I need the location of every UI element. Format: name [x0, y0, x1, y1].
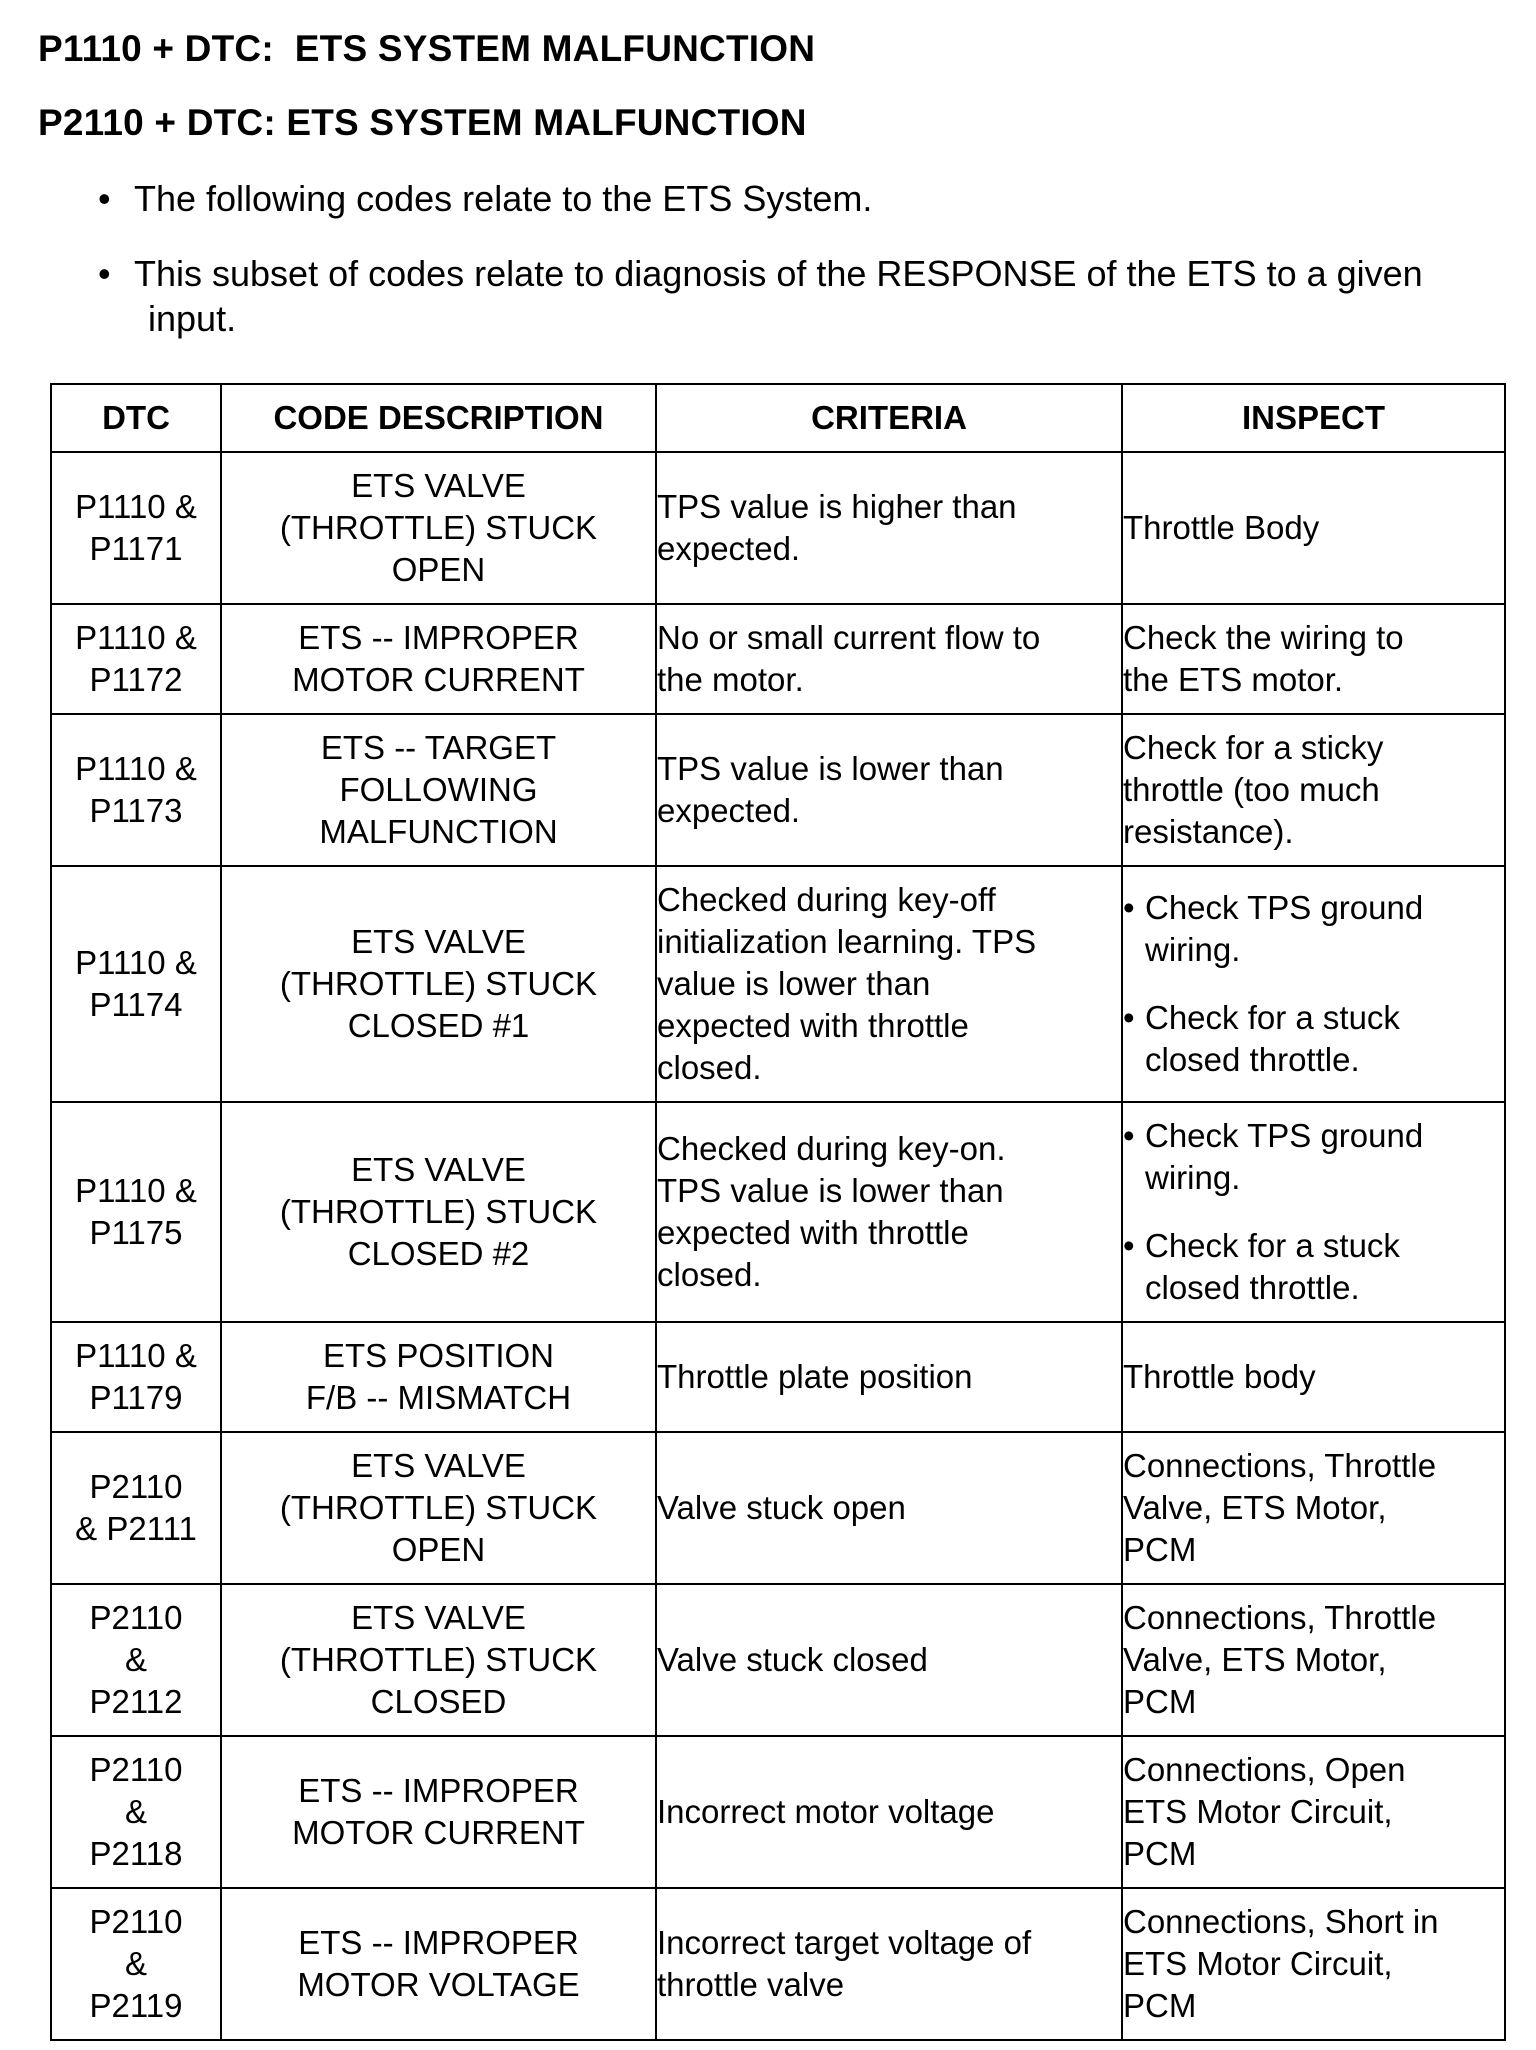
- inspect-cell: [1122, 866, 1505, 1102]
- dtc-cell: [51, 452, 221, 604]
- criteria-cell-line: TPS value is lower than: [657, 1172, 1004, 1209]
- inspect-bullet-line: • Check TPS ground: [1145, 1117, 1424, 1154]
- criteria-cell-line: Incorrect target voltage of: [657, 1924, 1032, 1961]
- inspect-cell: [1122, 1736, 1505, 1888]
- inspect-cell-line: PCM: [1123, 1835, 1197, 1872]
- criteria-cell-line: Incorrect motor voltage: [657, 1793, 995, 1830]
- code-description-cell-line: ETS VALVE: [351, 1447, 526, 1484]
- dtc-cell: [51, 1322, 221, 1432]
- intro-bullet-1-line: • The following codes relate to the ETS System.: [134, 178, 873, 219]
- dtc-cell: [51, 1584, 221, 1736]
- table-row: [51, 1102, 1505, 1322]
- inspect-bullet-line: wiring.: [1145, 1159, 1241, 1196]
- inspect-bullet-line: • Check TPS ground: [1145, 889, 1424, 926]
- inspect-cell-line: Check for a sticky: [1123, 729, 1384, 766]
- table-row: [51, 1432, 1505, 1584]
- intro-bullet-2-line-2: input.: [148, 298, 237, 339]
- inspect-bullet-list: [1123, 887, 1504, 1081]
- inspect-bullet: [1123, 1115, 1504, 1199]
- criteria-cell: [656, 1432, 1122, 1584]
- code-description-cell-line: F/B -- MISMATCH: [305, 1379, 572, 1416]
- code-description-cell-line: ETS -- TARGET: [320, 729, 557, 766]
- table-row: [51, 1584, 1505, 1736]
- dtc-cell: [51, 714, 221, 866]
- inspect-cell-line: Throttle Body: [1123, 509, 1320, 546]
- criteria-cell-line: closed.: [657, 1049, 762, 1086]
- inspect-cell-line: PCM: [1123, 1531, 1197, 1568]
- inspect-cell-line: Valve, ETS Motor,: [1123, 1641, 1387, 1678]
- criteria-cell-line: the motor.: [657, 661, 804, 698]
- criteria-cell: [656, 1322, 1122, 1432]
- criteria-cell: [656, 714, 1122, 866]
- inspect-bullet-line: • Check for a stuck: [1145, 1227, 1400, 1264]
- dtc-cell-line: P2110: [89, 1599, 183, 1636]
- header-dtc: DTC: [51, 384, 221, 452]
- criteria-cell-line: value is lower than: [657, 965, 931, 1002]
- code-description-cell-line: OPEN: [391, 551, 486, 588]
- dtc-cell: [51, 604, 221, 714]
- inspect-cell: [1122, 452, 1505, 604]
- inspect-bullet-line: closed throttle.: [1145, 1041, 1360, 1078]
- intro-bullet-2: [98, 251, 1518, 341]
- heading-p2110: P2110 + DTC: ETS SYSTEM MALFUNCTION: [38, 102, 807, 143]
- code-description-cell-line: MOTOR CURRENT: [292, 1814, 585, 1851]
- code-description-cell-line: CLOSED #2: [347, 1235, 530, 1272]
- criteria-cell-line: initialization learning. TPS: [657, 923, 1037, 960]
- code-description-cell: [221, 1888, 656, 2040]
- inspect-cell-line: PCM: [1123, 1987, 1197, 2024]
- inspect-cell: [1122, 1102, 1505, 1322]
- inspect-cell-line: resistance).: [1123, 813, 1294, 850]
- inspect-cell-line: Connections, Short in: [1123, 1903, 1439, 1940]
- inspect-bullet: [1123, 997, 1504, 1081]
- code-description-cell: [221, 604, 656, 714]
- criteria-cell: [656, 452, 1122, 604]
- inspect-cell-line: throttle (too much: [1123, 771, 1380, 808]
- inspect-cell-line: PCM: [1123, 1683, 1197, 1720]
- code-description-cell-line: (THROTTLE) STUCK: [279, 509, 598, 546]
- dtc-cell: [51, 1888, 221, 2040]
- dtc-cell-line: P1179: [89, 1379, 183, 1416]
- criteria-cell-line: expected.: [657, 792, 801, 829]
- dtc-cell-line: P2118: [89, 1835, 183, 1872]
- code-description-cell-line: MOTOR CURRENT: [292, 661, 585, 698]
- dtc-cell-line: P1175: [89, 1214, 183, 1251]
- criteria-cell: [656, 866, 1122, 1102]
- header-inspect: INSPECT: [1122, 384, 1505, 452]
- dtc-cell-line: P1174: [89, 986, 183, 1023]
- table-row: [51, 452, 1505, 604]
- inspect-bullet-line: closed throttle.: [1145, 1269, 1360, 1306]
- dtc-cell: [51, 1432, 221, 1584]
- dtc-cell-line: &: [124, 1793, 147, 1830]
- inspect-cell-line: Connections, Open: [1123, 1751, 1406, 1788]
- code-description-cell-line: ETS POSITION: [322, 1337, 555, 1374]
- code-description-cell-line: OPEN: [391, 1531, 486, 1568]
- criteria-cell-line: Valve stuck open: [657, 1489, 906, 1526]
- table-row: [51, 1322, 1505, 1432]
- table-row: [51, 714, 1505, 866]
- criteria-cell: [656, 1102, 1122, 1322]
- inspect-cell: [1122, 1432, 1505, 1584]
- criteria-cell-line: No or small current flow to: [657, 619, 1041, 656]
- dtc-cell-line: P1110 &: [75, 488, 197, 525]
- code-description-cell: [221, 1432, 656, 1584]
- dtc-cell-line: & P2111: [75, 1510, 197, 1547]
- header-criteria: CRITERIA: [656, 384, 1122, 452]
- inspect-bullet-line: wiring.: [1145, 931, 1241, 968]
- dtc-table: [50, 383, 1506, 2041]
- criteria-cell-line: TPS value is lower than: [657, 750, 1004, 787]
- dtc-cell-line: P2110: [89, 1751, 183, 1788]
- dtc-cell: [51, 866, 221, 1102]
- code-description-cell-line: (THROTTLE) STUCK: [279, 965, 598, 1002]
- dtc-cell-line: P2112: [89, 1683, 183, 1720]
- criteria-cell-line: Checked during key-on.: [657, 1130, 1006, 1167]
- code-description-cell: [221, 866, 656, 1102]
- code-description-cell-line: ETS VALVE: [351, 1151, 526, 1188]
- inspect-cell: [1122, 1322, 1505, 1432]
- code-description-cell-line: ETS -- IMPROPER: [298, 1772, 579, 1809]
- dtc-cell-line: P1110 &: [75, 1172, 197, 1209]
- inspect-cell-line: ETS Motor Circuit,: [1123, 1945, 1393, 1982]
- criteria-cell: [656, 1584, 1122, 1736]
- inspect-cell: [1122, 714, 1505, 866]
- criteria-cell-line: TPS value is higher than: [657, 488, 1017, 525]
- code-description-cell-line: CLOSED #1: [347, 1007, 530, 1044]
- criteria-cell-line: Throttle plate position: [657, 1358, 973, 1395]
- dtc-cell-line: P1110 &: [75, 1337, 197, 1374]
- inspect-cell: [1122, 604, 1505, 714]
- criteria-cell-line: expected with throttle: [657, 1214, 969, 1251]
- code-description-cell-line: MALFUNCTION: [319, 813, 558, 850]
- dtc-cell-line: P2119: [89, 1987, 183, 2024]
- table-header-row: [51, 384, 1505, 452]
- criteria-cell-line: expected with throttle: [657, 1007, 969, 1044]
- criteria-cell: [656, 604, 1122, 714]
- inspect-cell-line: Check the wiring to: [1123, 619, 1404, 656]
- code-description-cell-line: MOTOR VOLTAGE: [297, 1966, 580, 2003]
- code-description-cell: [221, 1102, 656, 1322]
- criteria-cell: [656, 1736, 1122, 1888]
- header-code-description: CODE DESCRIPTION: [221, 384, 656, 452]
- code-description-cell-line: ETS VALVE: [351, 467, 526, 504]
- intro-bullet-2-line-1: • This subset of codes relate to diagnosis of the RESPONSE of the ETS to a given: [134, 253, 1423, 294]
- criteria-cell-line: closed.: [657, 1256, 762, 1293]
- criteria-cell-line: Valve stuck closed: [657, 1641, 928, 1678]
- heading-p1110: P1110 + DTC: ETS SYSTEM MALFUNCTION: [38, 28, 816, 69]
- criteria-cell-line: throttle valve: [657, 1966, 845, 2003]
- dtc-cell-line: P2110: [89, 1468, 183, 1505]
- code-description-cell-line: (THROTTLE) STUCK: [279, 1193, 598, 1230]
- inspect-cell-line: Connections, Throttle: [1123, 1447, 1437, 1484]
- code-description-cell-line: (THROTTLE) STUCK: [279, 1489, 598, 1526]
- inspect-cell-line: Connections, Throttle: [1123, 1599, 1437, 1636]
- inspect-bullet: [1123, 887, 1504, 971]
- code-description-cell: [221, 1584, 656, 1736]
- inspect-cell-line: Throttle body: [1123, 1358, 1316, 1395]
- code-description-cell: [221, 714, 656, 866]
- dtc-cell: [51, 1102, 221, 1322]
- code-description-cell: [221, 1736, 656, 1888]
- table-row: [51, 866, 1505, 1102]
- table-row: [51, 604, 1505, 714]
- inspect-bullet: [1123, 1225, 1504, 1309]
- dtc-cell-line: P1173: [89, 792, 183, 829]
- code-description-cell-line: ETS -- IMPROPER: [298, 1924, 579, 1961]
- table-row: [51, 1888, 1505, 2040]
- dtc-cell-line: &: [124, 1641, 147, 1678]
- dtc-cell-line: P1110 &: [75, 944, 197, 981]
- code-description-cell-line: ETS -- IMPROPER: [298, 619, 579, 656]
- code-description-cell: [221, 1322, 656, 1432]
- dtc-cell-line: P2110: [89, 1903, 183, 1940]
- code-description-cell-line: FOLLOWING: [339, 771, 538, 808]
- criteria-cell-line: Checked during key-off: [657, 881, 996, 918]
- criteria-cell-line: expected.: [657, 530, 801, 567]
- dtc-cell-line: P1172: [89, 661, 183, 698]
- intro-bullet-list: [98, 176, 1518, 371]
- inspect-cell: [1122, 1584, 1505, 1736]
- table-row: [51, 1736, 1505, 1888]
- inspect-cell-line: ETS Motor Circuit,: [1123, 1793, 1393, 1830]
- inspect-bullet-line: • Check for a stuck: [1145, 999, 1400, 1036]
- code-description-cell-line: (THROTTLE) STUCK: [279, 1641, 598, 1678]
- table-body: [51, 452, 1505, 2040]
- inspect-cell: [1122, 1888, 1505, 2040]
- dtc-cell-line: P1110 &: [75, 750, 197, 787]
- dtc-cell-line: &: [124, 1945, 147, 1982]
- code-description-cell: [221, 452, 656, 604]
- dtc-cell: [51, 1736, 221, 1888]
- code-description-cell-line: ETS VALVE: [351, 1599, 526, 1636]
- dtc-cell-line: P1110 &: [75, 619, 197, 656]
- inspect-bullet-list: [1123, 1115, 1504, 1309]
- code-description-cell-line: ETS VALVE: [351, 923, 526, 960]
- intro-bullet-1: [98, 176, 1518, 221]
- dtc-cell-line: P1171: [89, 530, 183, 567]
- code-description-cell-line: CLOSED: [370, 1683, 507, 1720]
- inspect-cell-line: the ETS motor.: [1123, 661, 1344, 698]
- criteria-cell: [656, 1888, 1122, 2040]
- inspect-cell-line: Valve, ETS Motor,: [1123, 1489, 1387, 1526]
